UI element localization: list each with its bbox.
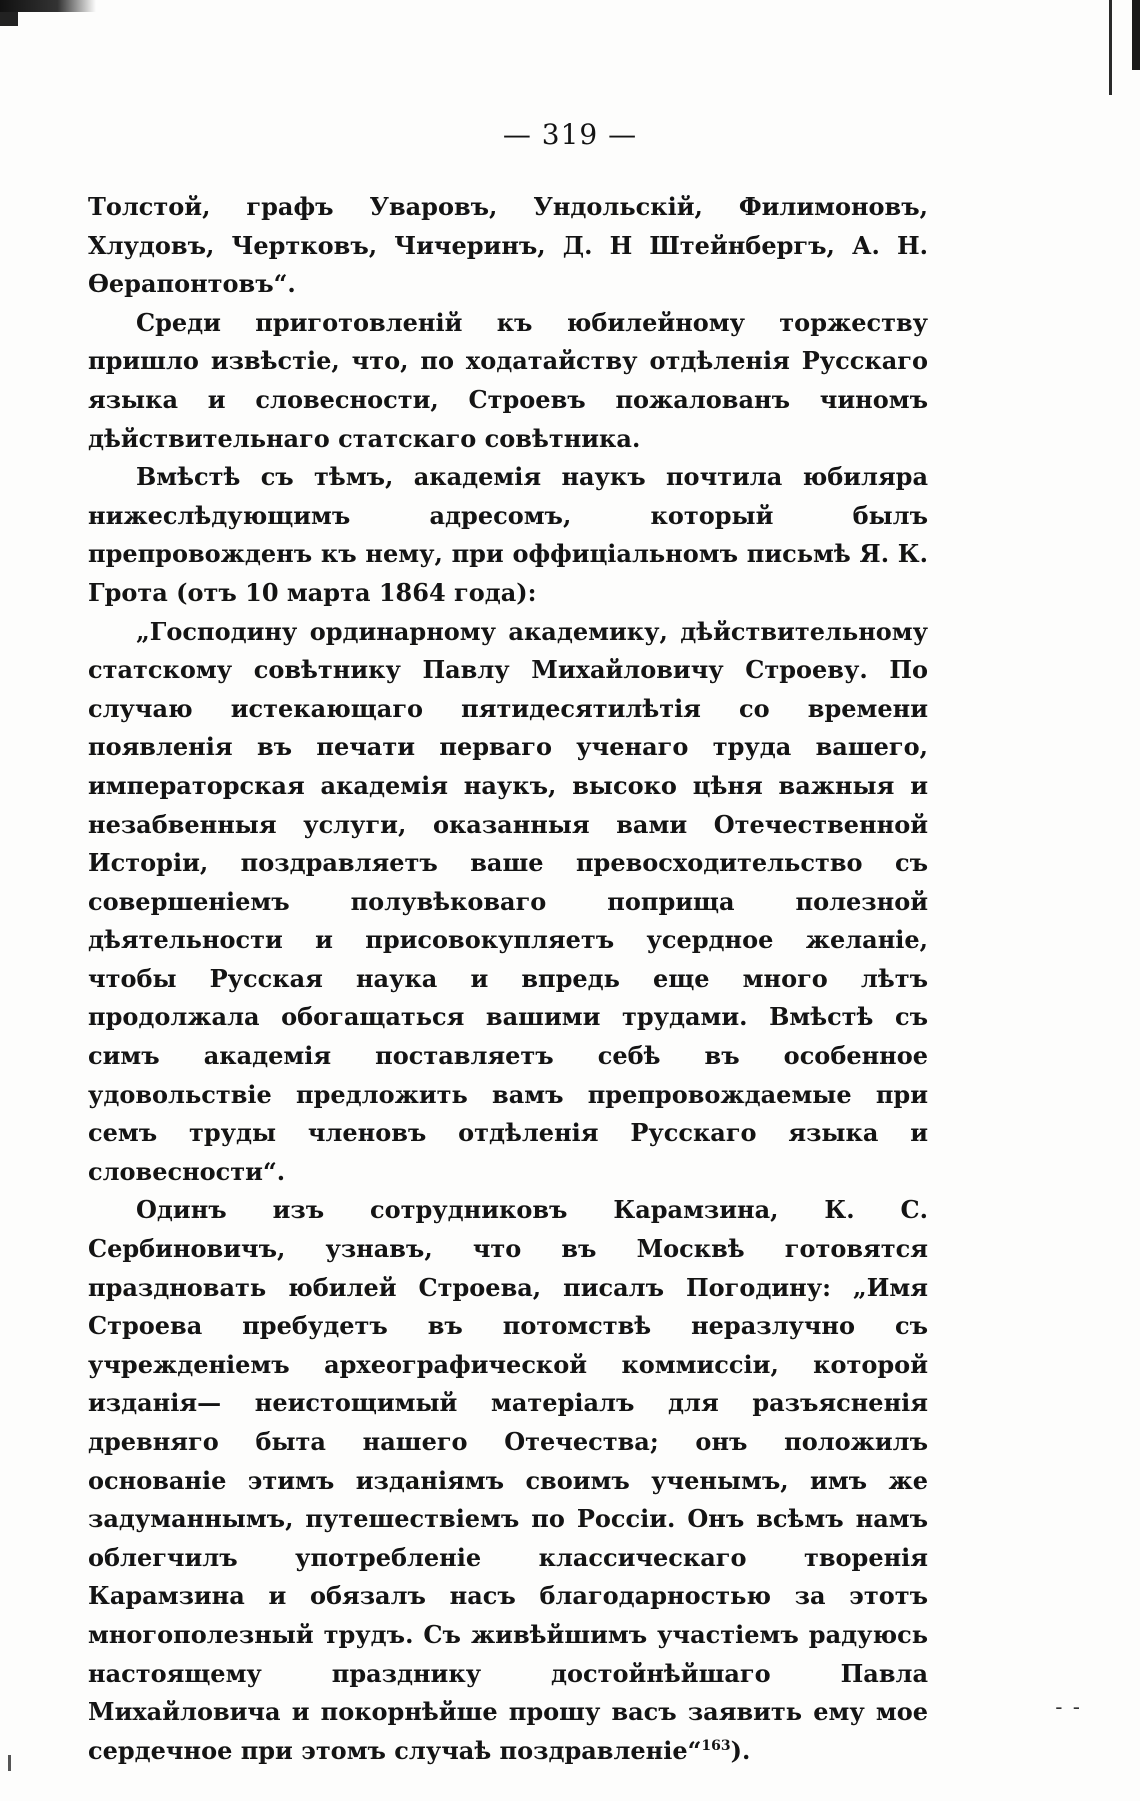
bottom-right-mark: - - bbox=[1055, 1695, 1082, 1719]
scan-artifact-right-edge bbox=[1132, 0, 1140, 70]
paragraph: „Господину ординарному академику, дѣйствительному статскому совѣтнику Павлу Михайловичу Строеву. По случаю истекающаго пятидесятилѣтія со времени появленія въ печати перваго ученаго труда вашего, императорская академія наукъ, высоко цѣня важныя и незабвенныя услуги, оказанныя вами Отечественной Исторіи, поздравляетъ ваше превосходительство съ совершеніемъ полувѣковаго поприща полезной дѣятельности и присовокупляетъ усердное желаніе, чтобы Русская наука и впредь еще много лѣтъ продолжала обогащаться вашими трудами. Вмѣстѣ съ симъ академія поставляетъ себѣ въ особенное удовольствіе предложить вамъ препровождаемые при семъ труды членовъ отдѣленія Русскаго языка и словесности“. bbox=[88, 616, 928, 1186]
paragraph-text: Одинъ изъ сотрудниковъ Карамзина, К. С. Сербиновичъ, узнавъ, что въ Москвѣ готовятся праздновать юбилей Строева, писалъ Погодину: „Имя Строева пребудетъ въ потомствѣ неразлучно съ учрежденіемъ археографической коммиссіи, которой изданія— неистощимый матеріалъ для разъясненія древняго быта нашего Отечества; онъ положилъ основаніе этимъ изданіямъ своимъ ученымъ, имъ же задуманнымъ, путешествіемъ по Россіи. Онъ всѣмъ намъ облегчилъ употребленіе классическаго творенія Карамзина и обязалъ насъ благодарностью за этотъ многополезный трудъ. Съ живѣйшимъ участіемъ радуюсь настоящему празднику достойнѣйшаго Павла Михайловича и покорнѣйше прошу васъ заявить ему мое сердечное при этомъ случаѣ поздравленіе“ bbox=[88, 1195, 928, 1765]
scan-artifact-top-left-corner bbox=[0, 12, 18, 26]
paragraph-tail: ). bbox=[730, 1735, 751, 1765]
paragraph: Среди приготовленій къ юбилейному торжеству пришло извѣстіе, что, по ходатайству отдѣленія Русскаго языка и словесности, Строевъ пожалованъ чиномъ дѣйствительнаго статскаго совѣтника. bbox=[88, 307, 928, 453]
page-number: — 319 — bbox=[502, 118, 638, 151]
footnote-reference[interactable]: 163 bbox=[701, 1737, 731, 1754]
scan-artifact-top-left bbox=[0, 0, 96, 12]
body-text bbox=[88, 188, 928, 1770]
scan-artifact-right-edge-line bbox=[1109, 0, 1112, 95]
paragraph: Толстой, графъ Уваровъ, Ундольскій, Филимоновъ, Хлудовъ, Чертковъ, Чичеринъ, Д. Н Штейнбергъ, А. Н. Ѳерапонтовъ“. bbox=[88, 192, 928, 299]
paragraph: Вмѣстѣ съ тѣмъ, академія наукъ почтила юбиляра нижеслѣдующимъ адресомъ, который былъ препровожденъ къ нему, при оффиціальномъ письмѣ Я. К. Грота (отъ 10 марта 1864 года): bbox=[88, 462, 928, 607]
scan-artifact-bottom-left bbox=[8, 1755, 11, 1771]
paragraph-with-footnote bbox=[88, 1191, 928, 1770]
